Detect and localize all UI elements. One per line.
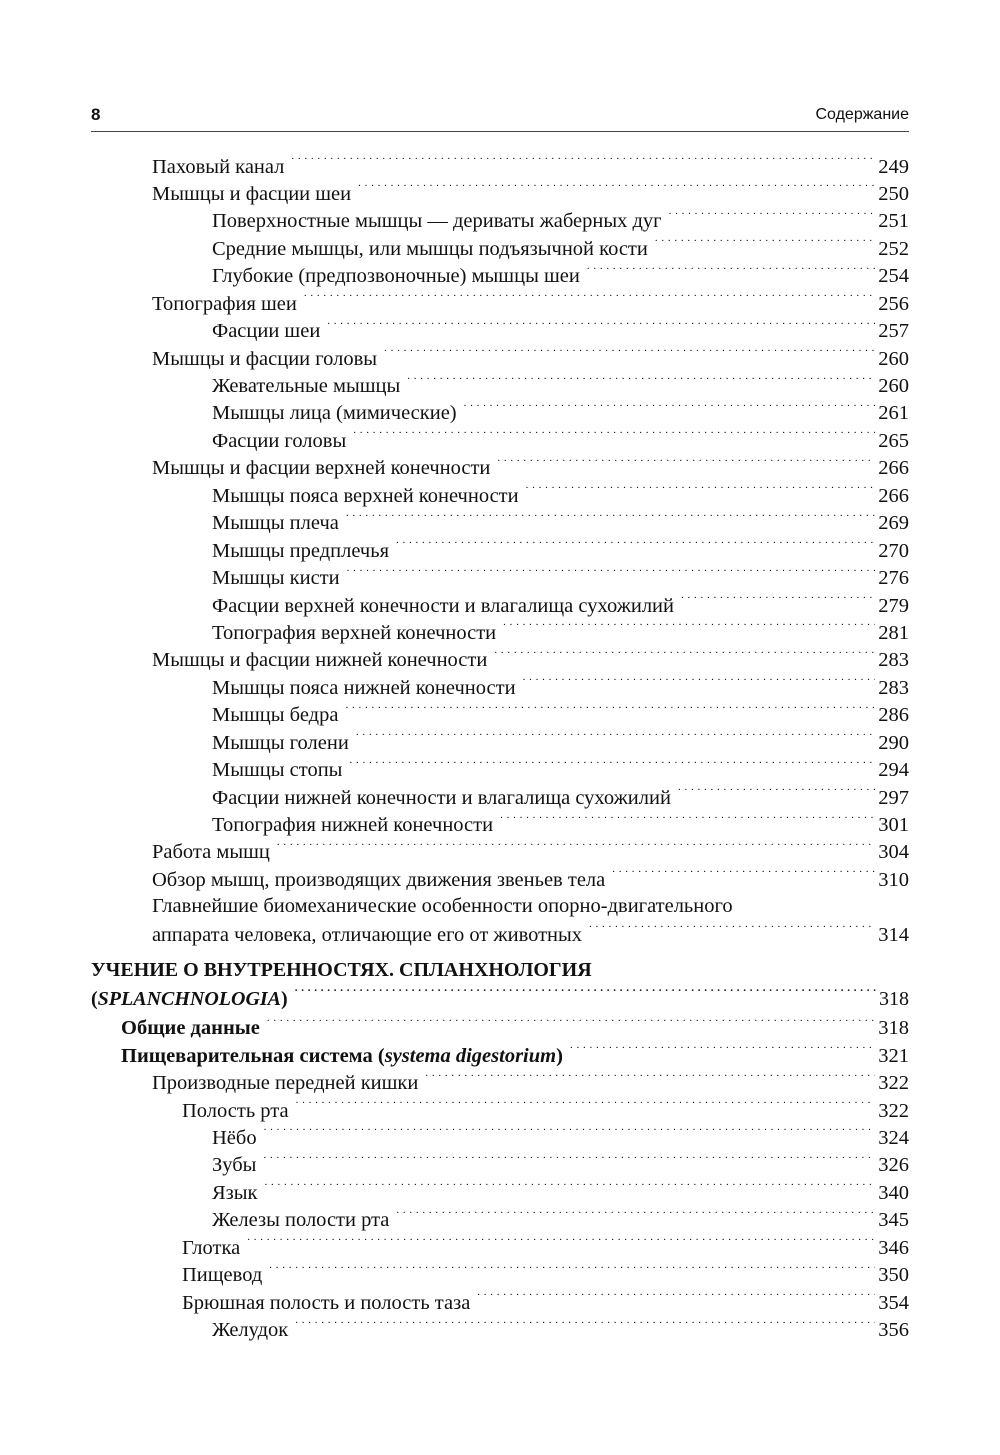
toc-entry-title: Паховый канал [152,155,285,178]
toc-entry-page: 356 [878,1319,909,1341]
toc-entry-page: 354 [878,1291,909,1314]
toc-entry[interactable] [91,372,909,399]
toc-entry[interactable] [91,811,909,838]
toc-entry-page: 324 [878,1126,909,1149]
toc-entry[interactable] [91,865,909,892]
toc-entry-page: 283 [878,676,909,699]
toc-entry-title: Главнейшие биомеханические особенности опорно-двигательного [152,894,733,917]
toc-entry[interactable] [91,1261,909,1288]
toc-entry[interactable] [91,344,909,371]
leader-dots [356,728,875,749]
toc-entry-page: 304 [878,841,909,864]
toc-entry-title: Нёбо [212,1126,257,1149]
toc-entry-title: Фасции головы [212,429,347,452]
toc-entry-title: Работа мышц [152,841,270,864]
toc-entry-page: 250 [878,182,909,205]
toc-entry-page: 270 [878,539,909,562]
toc-entry-page: 345 [878,1209,909,1232]
toc-entry[interactable] [91,1316,909,1343]
title-suffix: ) [281,987,288,1010]
latin-term: systema digestorium [384,1044,557,1067]
toc-entry[interactable] [91,426,909,453]
toc-entry-title: Зубы [212,1154,257,1177]
toc-entry-title: Топография нижней конечности [212,814,494,836]
leader-dots [396,536,875,557]
leader-dots [464,399,876,420]
table-of-contents [91,152,909,1343]
toc-entry-title: Фасции верхней конечности и влагалища сухожилий [212,594,675,617]
leader-dots [570,1041,875,1062]
toc-entry-title: Мышцы голени [212,731,349,754]
toc-entry[interactable] [91,207,909,234]
leader-dots [349,756,875,777]
leader-dots [669,207,876,228]
leader-dots [396,1206,875,1227]
leader-dots [477,1288,875,1309]
toc-entry-title: Мышцы бедра [212,704,339,727]
leader-dots [407,372,875,393]
title-prefix: Пищеварительная система ( [121,1044,385,1067]
toc-entry-title: Мышцы пояса нижней конечности [212,676,516,699]
toc-entry[interactable] [91,509,909,536]
toc-entry-title: Жевательные мышцы [212,375,401,397]
toc-entry-title: Мышцы кисти [212,567,340,590]
toc-entry-page: 294 [878,759,909,782]
toc-entry-title: Мышцы и фасции нижней конечности [152,649,488,672]
toc-entry[interactable] [91,1178,909,1205]
toc-entry-title: Мышцы плеча [212,512,339,535]
toc-entry-title: Производные передней кишки [152,1072,419,1095]
toc-chapter-heading[interactable] [91,956,909,985]
toc-entry-page: 321 [878,1044,909,1067]
toc-chapter-title: УЧЕНИЕ О ВНУТРЕННОСТЯХ. СПЛАНХНОЛОГИЯ [91,958,592,981]
toc-entry-title: Мышцы и фасции шеи [152,182,352,205]
toc-entry[interactable] [91,893,909,920]
toc-entry-title: Мышцы пояса верхней конечности [212,484,519,507]
leader-dots [267,1014,875,1035]
toc-entry-continued[interactable] [91,920,909,947]
toc-entry[interactable] [91,783,909,810]
toc-entry-page: 322 [878,1072,909,1095]
toc-entry-title: Фасции шеи [212,320,321,343]
toc-entry-page: 290 [878,731,909,754]
toc-entry-title: Фасции нижней конечности и влагалища сухожилий [212,786,671,809]
leader-dots [503,618,875,639]
toc-entry-page: 310 [878,868,909,891]
leader-dots [497,454,875,475]
toc-entry-title: Мышцы лица (мимические) [212,402,457,425]
toc-entry[interactable] [91,399,909,426]
running-title: Содержание [815,106,909,123]
toc-entry-page: 301 [878,814,909,836]
toc-entry-page: 314 [878,923,909,946]
leader-dots [295,985,876,1005]
leader-dots [277,838,875,859]
toc-entry[interactable] [91,454,909,481]
leader-dots [384,344,875,365]
toc-entry[interactable] [91,262,909,289]
leader-dots [612,865,875,886]
toc-entry[interactable] [91,179,909,206]
leader-dots [353,426,875,447]
toc-entry[interactable] [91,838,909,865]
toc-entry-page: 340 [878,1181,909,1204]
toc-entry-title: Желудок [212,1319,289,1341]
toc-entry[interactable] [91,481,909,508]
leader-dots [655,234,875,255]
toc-entry[interactable] [91,673,909,700]
toc-entry-title: Глотка [182,1236,241,1259]
toc-entry[interactable] [91,1123,909,1150]
leader-dots [263,1151,875,1172]
toc-entry[interactable] [91,618,909,645]
toc-entry[interactable] [91,1233,909,1260]
toc-entry-title: аппарата человека, отличающие его от животных [152,923,583,946]
leader-dots [269,1261,875,1282]
toc-entry[interactable] [91,1151,909,1178]
toc-entry[interactable] [91,728,909,755]
leader-dots [523,673,876,694]
page-header [91,103,909,132]
toc-chapter-heading-continued[interactable] [91,985,909,1014]
leader-dots [526,481,876,502]
toc-entry-page: 283 [878,649,909,672]
toc-entry-page: 266 [878,484,909,507]
leader-dots [358,179,875,200]
toc-entry-title: Мышцы и фасции верхней конечности [152,457,491,480]
toc-entry-title: Брюшная полость и полость таза [182,1291,471,1314]
toc-entry-page: 260 [878,347,909,370]
toc-entry[interactable] [91,756,909,783]
leader-dots [295,1316,875,1337]
toc-entry-title: Средние мышцы, или мышцы подъязычной кости [212,237,648,260]
leader-dots [291,152,875,173]
leader-dots [500,811,875,832]
toc-entry[interactable] [91,536,909,563]
leader-dots [589,920,875,941]
toc-entry[interactable] [91,646,909,673]
toc-entry-page: 269 [878,512,909,535]
leader-dots [264,1123,876,1144]
toc-entry[interactable] [91,1014,909,1041]
toc-entry[interactable] [91,234,909,261]
toc-entry-page: 350 [878,1264,909,1287]
leader-dots [296,1096,876,1117]
leader-dots [247,1233,875,1254]
toc-entry-title: Язык [212,1181,258,1204]
toc-entry[interactable] [91,1206,909,1233]
page-number: 8 [91,105,101,124]
toc-entry-title [91,985,292,1014]
toc-entry-page: 266 [878,457,909,480]
toc-entry-page: 318 [878,1017,909,1040]
title-prefix: ( [91,987,98,1010]
toc-entry-page: 257 [878,320,909,343]
toc-entry-page: 249 [878,155,909,178]
leader-dots [265,1178,876,1199]
toc-entry-title: Полость рта [182,1099,289,1122]
toc-entry-page: 261 [878,402,909,425]
toc-entry-page: 326 [878,1154,909,1177]
toc-entry[interactable] [91,317,909,344]
toc-entry-title: Пищевод [182,1264,263,1287]
leader-dots [304,289,875,310]
toc-entry-title [121,1043,567,1070]
toc-entry[interactable] [91,1069,909,1096]
toc-entry-page: 256 [878,292,909,315]
toc-entry[interactable] [91,591,909,618]
toc-entry[interactable] [91,1041,909,1068]
toc-entry-page: 276 [878,567,909,590]
toc-entry[interactable] [91,152,909,179]
toc-entry[interactable] [91,1288,909,1315]
leader-dots [425,1069,875,1090]
toc-entry[interactable] [91,701,909,728]
toc-entry-title: Топография шеи [152,292,297,315]
leader-dots [327,317,875,338]
toc-entry-page: 322 [878,1099,909,1122]
toc-entry-page: 254 [878,265,909,288]
toc-entry-page: 318 [879,987,909,1010]
leader-dots [347,564,876,585]
toc-entry-title: Железы полости рта [212,1209,390,1232]
toc-entry-title: Мышцы стопы [212,759,343,782]
toc-entry-title: Мышцы предплечья [212,539,390,562]
toc-entry-page: 279 [878,594,909,617]
toc-entry-page: 297 [878,786,909,809]
toc-entry-title: Мышцы и фасции головы [152,347,378,370]
toc-entry-page: 286 [878,704,909,727]
toc-entry-page: 281 [878,621,909,644]
toc-entry[interactable] [91,1096,909,1123]
toc-entry-page: 346 [878,1236,909,1259]
latin-term: SPLANCHNOLOGIA [97,987,282,1010]
toc-entry-page: 265 [878,429,909,452]
toc-entry-page: 260 [878,375,909,397]
leader-dots [681,591,875,612]
toc-entry[interactable] [91,289,909,316]
toc-entry-title: Поверхностные мышцы — дериваты жаберных дуг [212,210,662,233]
leader-dots [678,783,875,804]
toc-entry-title: Обзор мышц, производящих движения звеньев тела [152,868,606,891]
toc-entry[interactable] [91,564,909,591]
leader-dots [494,646,875,667]
toc-entry-title: Глубокие (предпозвоночные) мышцы шеи [212,265,580,288]
leader-dots [345,701,875,722]
leader-dots [587,262,875,283]
toc-entry-page: 252 [878,237,909,260]
toc-entry-page: 251 [878,210,909,233]
toc-entry-title: Общие данные [121,1017,260,1040]
leader-dots [346,509,875,530]
toc-entry-title: Топография верхней конечности [212,621,497,644]
title-suffix: ) [556,1044,563,1067]
